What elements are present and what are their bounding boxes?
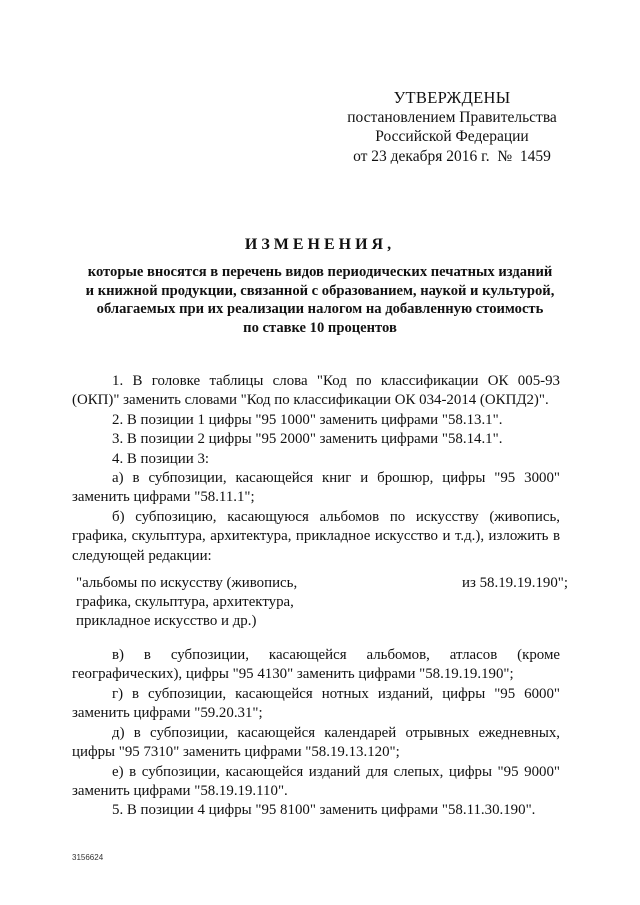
item-4d: г) в субпозиции, касающейся нотных изданий, цифры "95 6000" заменить цифрами "59.20.31"; [72, 685, 560, 722]
item-5: 5. В позиции 4 цифры "95 8100" заменить цифрами "58.11.30.190". [112, 802, 536, 819]
quote-line-1: "альбомы по искусству (живопись, [76, 575, 298, 592]
approval-line-1: постановлением Правительства [347, 108, 557, 126]
item-4b: б) субпозицию, касающуюся альбомов по искусству (живопись, графика, скульптура, архитектура, прикладное искусство и т.д.), изложить в следующей редакции: [72, 508, 560, 564]
item-4: 4. В позиции 3: [112, 450, 210, 467]
item-3: 3. В позиции 2 цифры "95 2000" заменить цифрами "58.14.1". [112, 431, 503, 448]
item-4c: в) в субпозиции, касающейся альбомов, атласов (кроме географических), цифры "95 4130" заменить цифрами "58.19.19.190"; [72, 647, 560, 683]
approval-date-line: от 23 декабря 2016 г. № 1459 [353, 147, 551, 165]
quote-line-2: графика, скульптура, архитектура, [76, 594, 294, 611]
item-4a: а) в субпозиции, касающейся книг и брошюр, цифры "95 3000" заменить цифрами "58.11.1"; [72, 470, 560, 506]
document-title: ИЗМЕНЕНИЯ, [244, 236, 396, 253]
quote-line-3: прикладное искусство и др.) [76, 613, 257, 630]
approval-line-2: Российской Федерации [375, 128, 529, 145]
item-1: 1. В головке таблицы слова "Код по классификации ОК 005-93 (ОКП)" заменить словами "Код по классификации ОК 034-2014 (ОКПД2)". [72, 373, 560, 409]
subtitle-line-2: и книжной продукции, связанной с образованием, наукой и культурой, [85, 282, 555, 299]
document-subtitle [60, 263, 580, 337]
approval-heading: УТВЕРЖДЕНЫ [393, 88, 511, 107]
approval-block [330, 88, 574, 166]
quoted-wording [76, 574, 568, 632]
quoted-name [76, 574, 336, 632]
subtitle-line-1: которые вносятся в перечень видов периодических печатных изданий [87, 264, 553, 280]
item-4e: д) в субпозиции, касающейся календарей отрывных ежедневных, цифры "95 7310" заменить цифрами "58.19.13.120"; [72, 724, 560, 761]
item-4f: е) в субпозиции, касающейся изданий для слепых, цифры "95 9000" заменить цифрами "58.19.19.110". [72, 763, 560, 799]
subtitle-line-4: по ставке 10 процентов [243, 319, 397, 336]
quoted-code: из 58.19.19.190"; [462, 575, 568, 592]
document-body [72, 372, 568, 821]
document-id: 3156624 [72, 853, 104, 862]
item-2: 2. В позиции 1 цифры "95 1000" заменить цифрами "58.13.1". [112, 411, 503, 428]
subtitle-line-3: облагаемых при их реализации налогом на добавленную стоимость [96, 301, 544, 317]
